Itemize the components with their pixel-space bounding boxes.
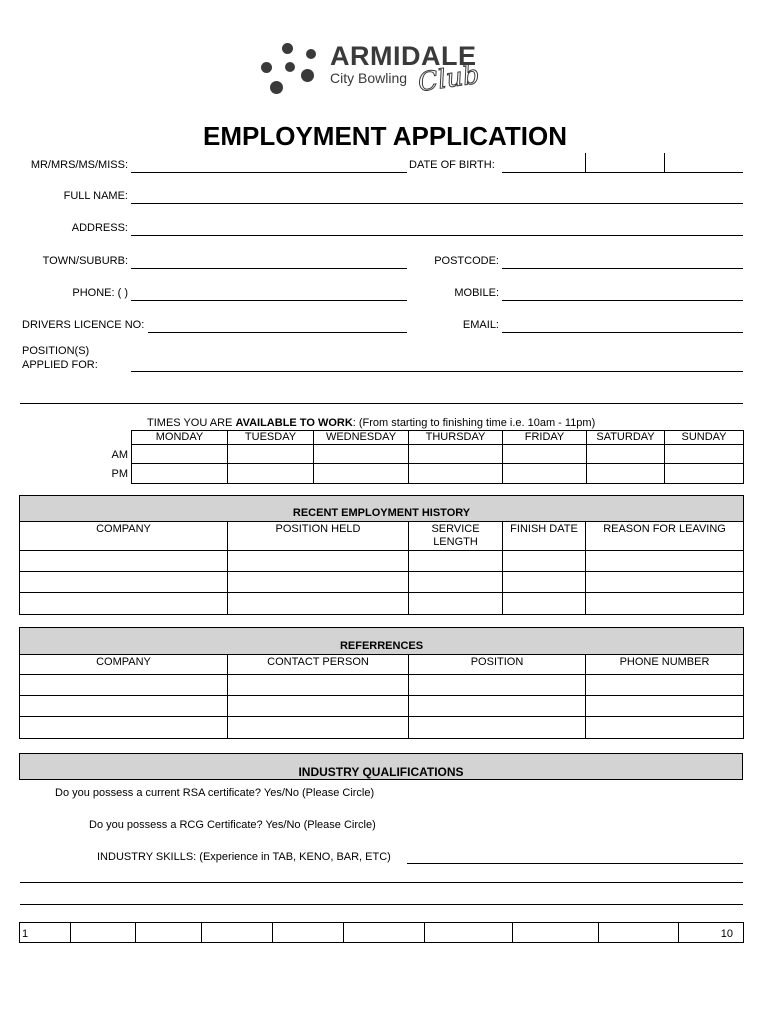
code-cell[interactable]	[425, 923, 513, 943]
availability-cell[interactable]	[228, 464, 314, 484]
column-header: PHONE NUMBER	[586, 655, 744, 675]
dob-label: DATE OF BIRTH:	[409, 159, 495, 171]
availability-cell[interactable]	[132, 445, 228, 464]
email-label: EMAIL:	[462, 319, 499, 331]
logo-dot-icon	[301, 69, 314, 82]
town-field[interactable]	[131, 268, 407, 269]
day-header: FRIDAY	[503, 431, 587, 445]
availability-heading: TIMES YOU ARE AVAILABLE TO WORK: (From starting to finishing time i.e. 10am - 11pm)	[147, 417, 596, 429]
club-logo	[258, 40, 508, 102]
availability-cell[interactable]	[314, 445, 409, 464]
availability-cell[interactable]	[503, 464, 587, 484]
table-cell[interactable]	[20, 717, 228, 739]
availability-cell[interactable]	[228, 445, 314, 464]
postcode-field[interactable]	[502, 268, 743, 269]
table-cell[interactable]	[20, 593, 228, 615]
column-header: REASON FOR LEAVING	[586, 522, 744, 551]
day-header: MONDAY	[132, 431, 228, 445]
column-header: FINISH DATE	[503, 522, 586, 551]
logo-dot-icon	[282, 43, 293, 54]
availability-cell[interactable]	[409, 464, 503, 484]
phone-field[interactable]	[131, 300, 407, 301]
availability-am-row	[132, 445, 744, 464]
availability-table	[131, 430, 744, 484]
pm-label: PM	[111, 468, 128, 480]
code-cell[interactable]	[513, 923, 599, 943]
licence-field[interactable]	[148, 332, 407, 333]
table-row	[20, 717, 744, 739]
table-row	[20, 593, 744, 615]
dob-divider	[585, 153, 586, 172]
code-cell[interactable]	[344, 923, 425, 943]
code-cell[interactable]	[136, 923, 202, 943]
table-cell[interactable]	[228, 675, 409, 696]
references-heading: REFERRENCES	[20, 628, 744, 655]
availability-days-row	[132, 431, 744, 445]
availability-cell[interactable]	[503, 445, 587, 464]
logo-dot-icon	[306, 49, 316, 59]
licence-label: DRIVERS LICENCE NO:	[22, 319, 145, 331]
column-header: COMPANY	[20, 655, 228, 675]
table-cell[interactable]	[586, 593, 744, 615]
availability-cell[interactable]	[587, 445, 665, 464]
footer-code-start: 1	[20, 923, 71, 943]
table-cell[interactable]	[20, 696, 228, 717]
full-name-field[interactable]	[131, 203, 743, 204]
address-field[interactable]	[131, 235, 743, 236]
mr-field[interactable]	[131, 172, 407, 173]
position-label-line2: APPLIED FOR:	[22, 359, 98, 371]
table-cell[interactable]	[409, 593, 503, 615]
table-cell[interactable]	[409, 696, 586, 717]
rsa-question: Do you possess a current RSA certificate? Yes/No (Please Circle)	[55, 787, 375, 799]
availability-cell[interactable]	[132, 464, 228, 484]
table-row	[20, 675, 744, 696]
availability-cell[interactable]	[665, 464, 744, 484]
column-header: SERVICE LENGTH	[409, 522, 503, 551]
employment-heading: RECENT EMPLOYMENT HISTORY	[20, 496, 744, 522]
availability-cell[interactable]	[314, 464, 409, 484]
table-cell[interactable]	[586, 675, 744, 696]
code-cell[interactable]	[202, 923, 273, 943]
footer-code-end: 10	[679, 923, 744, 943]
skills-field-extra[interactable]	[20, 882, 743, 883]
table-cell[interactable]	[20, 551, 228, 572]
table-cell[interactable]	[228, 572, 409, 593]
mobile-label: MOBILE:	[454, 287, 499, 299]
table-row	[20, 696, 744, 717]
column-header: CONTACT PERSON	[228, 655, 409, 675]
office-code-box	[19, 922, 744, 943]
code-cell[interactable]	[599, 923, 679, 943]
page-title: EMPLOYMENT APPLICATION	[203, 121, 567, 151]
position-label-line1: POSITION(S)	[22, 345, 90, 357]
table-cell[interactable]	[586, 551, 744, 572]
availability-cell[interactable]	[409, 445, 503, 464]
position-field-extra[interactable]	[20, 403, 743, 404]
am-label: AM	[111, 449, 128, 461]
column-header: POSITION HELD	[228, 522, 409, 551]
logo-main-text: ARMIDALE	[330, 41, 477, 71]
table-cell[interactable]	[228, 551, 409, 572]
logo-dot-icon	[270, 81, 283, 94]
availability-pm-row	[132, 464, 744, 484]
column-header: COMPANY	[20, 522, 228, 551]
day-header: SATURDAY	[587, 431, 665, 445]
postcode-label: POSTCODE:	[434, 255, 499, 267]
table-cell[interactable]	[20, 675, 228, 696]
code-cell[interactable]	[273, 923, 344, 943]
day-header: TUESDAY	[228, 431, 314, 445]
code-cell[interactable]	[71, 923, 136, 943]
employment-table	[19, 495, 744, 615]
logo-dot-icon	[261, 62, 272, 73]
address-label: ADDRESS:	[71, 222, 128, 234]
table-cell[interactable]	[228, 717, 409, 739]
day-header: THURSDAY	[409, 431, 503, 445]
skills-label: INDUSTRY SKILLS: (Experience in TAB, KENO, BAR, ETC)	[97, 851, 391, 863]
table-cell[interactable]	[586, 717, 744, 739]
mr-label: MR/MRS/MS/MISS:	[30, 159, 128, 171]
dob-divider	[664, 153, 665, 172]
skills-field[interactable]	[407, 863, 743, 864]
table-row	[20, 551, 744, 572]
table-cell[interactable]	[503, 551, 586, 572]
table-cell[interactable]	[409, 675, 586, 696]
availability-cell[interactable]	[665, 445, 744, 464]
logo-sub-text: City Bowling	[330, 70, 408, 86]
dob-field[interactable]	[502, 172, 743, 173]
day-header: WEDNESDAY	[314, 431, 409, 445]
column-header: POSITION	[409, 655, 586, 675]
position-field[interactable]	[131, 371, 743, 372]
table-cell[interactable]	[586, 572, 744, 593]
rcg-question: Do you possess a RCG Certificate? Yes/No (Please Circle)	[89, 819, 376, 831]
skills-field-extra[interactable]	[20, 904, 743, 905]
table-cell[interactable]	[409, 572, 503, 593]
table-cell[interactable]	[228, 696, 409, 717]
email-field[interactable]	[502, 332, 743, 333]
availability-cell[interactable]	[587, 464, 665, 484]
table-cell[interactable]	[20, 572, 228, 593]
table-cell[interactable]	[409, 551, 503, 572]
references-table	[19, 627, 744, 739]
logo-dot-icon	[285, 62, 295, 72]
logo-script-text: Club	[416, 59, 482, 99]
full-name-label: FULL NAME:	[63, 190, 128, 202]
table-cell[interactable]	[503, 572, 586, 593]
qualifications-heading: INDUSTRY QUALIFICATIONS	[19, 753, 743, 780]
table-cell[interactable]	[503, 593, 586, 615]
table-row	[20, 572, 744, 593]
table-cell[interactable]	[586, 696, 744, 717]
mobile-field[interactable]	[502, 300, 743, 301]
day-header: SUNDAY	[665, 431, 744, 445]
table-cell[interactable]	[409, 717, 586, 739]
phone-label: PHONE: ( )	[72, 287, 128, 299]
table-cell[interactable]	[228, 593, 409, 615]
town-label: TOWN/SUBURB:	[42, 255, 128, 267]
